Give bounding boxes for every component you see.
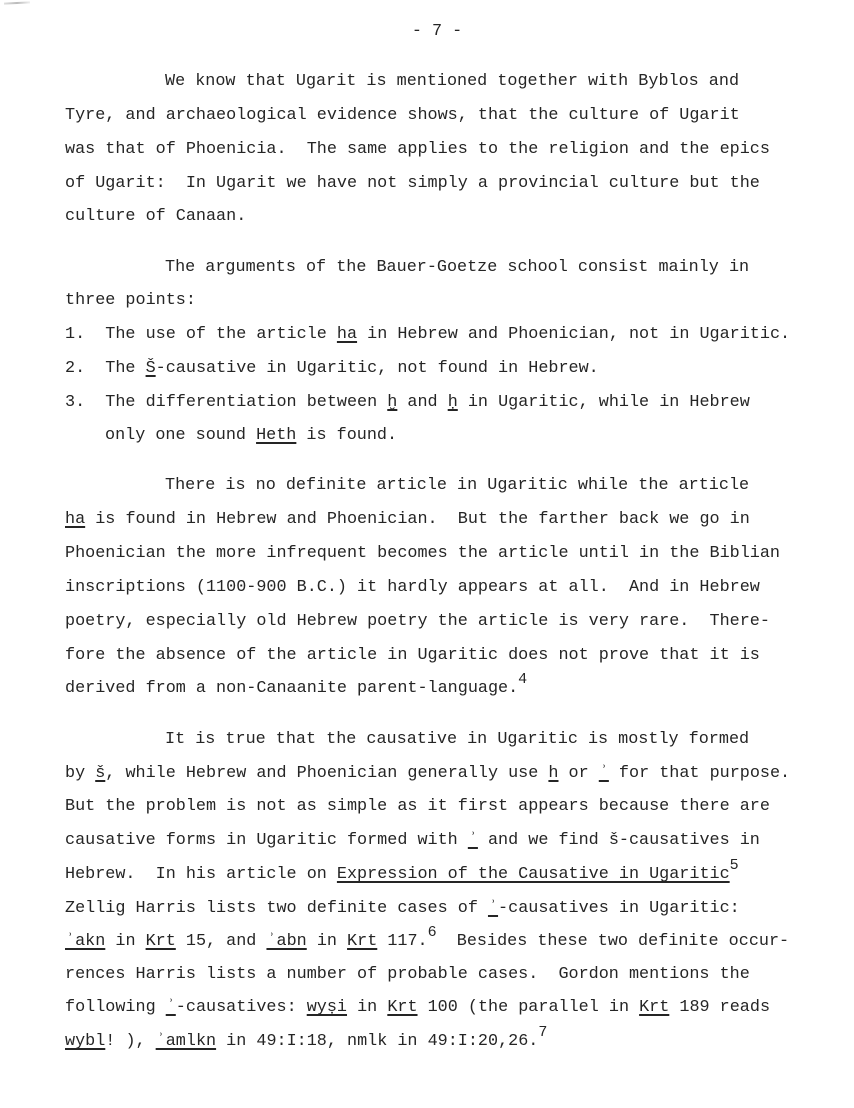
text-segment: Besides these two definite occur- [436,932,790,951]
text-line [65,897,740,921]
underlined-term: Expression of the Causative in Ugaritic [336,865,730,884]
underlined-term: ʾ [598,764,609,783]
text-line [65,323,790,347]
text-segment: three points: [65,291,196,310]
footnote-ref: 4 [518,671,528,689]
underlined-term: ʾ [165,998,176,1017]
text-line [65,508,750,532]
text-segment: Zellig Harris lists two definite cases of [65,899,488,918]
underlined-term: ʾ [487,899,499,918]
text-line [65,289,196,313]
text-segment: inscriptions (1100-900 B.C.) it hardly appears at all. And in Hebrew [65,578,760,597]
text-segment: in Hebrew and Phoenician, not in Ugaritic. [357,325,791,344]
text-segment: There is no definite article in Ugaritic while the article [165,476,750,495]
text-segment: The arguments of the Bauer-Goetze school consist mainly in [165,258,750,277]
underlined-term: Krt [639,998,670,1017]
underlined-term: š [95,764,106,783]
footnote-ref: 6 [427,924,437,942]
text-line [105,424,397,448]
text-line [65,542,780,566]
footnote-ref: 5 [729,857,739,875]
text-line [165,728,749,752]
text-segment: rences Harris lists a number of probable cases. Gordon mentions the [65,965,750,984]
text-segment: following [65,998,166,1017]
text-segment: was that of Phoenicia. The same applies to the religion and the epics [65,140,770,159]
text-segment: We know that Ugarit is mentioned together with Byblos and [165,72,740,91]
text-segment: 100 (the parallel in [417,998,640,1017]
text-segment: in Ugaritic, while in Hebrew [457,393,750,412]
text-segment: is found in Hebrew and Phoenician. But the farther back we go in [85,510,750,529]
text-segment: -causative in Ugaritic, not found in Hebrew. [155,359,599,378]
text-segment: in 49:I:18, nmlk in 49:I:20,26. [216,1032,539,1051]
underlined-term: wybl [65,1032,106,1051]
text-segment: poetry, especially old Hebrew poetry the article is very rare. There- [65,612,770,631]
text-segment: 3. The differentiation between [65,393,388,412]
text-segment: and [397,393,448,412]
text-line [65,762,790,786]
text-segment: It is true that the causative in Ugaritic is mostly formed [165,730,750,749]
underlined-term: ʾakn [65,932,106,951]
text-segment: , while Hebrew and Phoenician generally use [105,764,549,783]
text-segment: Tyre, and archaeological evidence shows, that the culture of Ugarit [65,106,740,125]
text-line [65,829,760,853]
underlined-term: wyṣi [306,998,348,1017]
text-line [65,610,770,634]
text-line [65,857,739,887]
text-segment: -causatives: [175,998,307,1017]
text-line [65,391,750,415]
text-line [65,924,790,954]
underlined-term: ḫ [387,393,398,412]
underlined-term: ʾamlkn [155,1032,217,1051]
text-segment: of Ugarit: In Ugarit we have not simply a provincial culture but the [65,174,760,193]
text-line [165,474,749,498]
underlined-term: ʾ [467,831,478,850]
underlined-term: h [548,764,559,783]
text-segment: culture of Canaan. [65,207,247,226]
text-line [165,70,739,94]
text-line [65,963,750,987]
text-line [65,205,246,229]
text-line [65,1024,548,1054]
text-segment: and we find š-causatives in [477,831,760,850]
text-segment: in [347,998,388,1017]
text-segment: in [105,932,146,951]
text-segment: ! ), [105,1032,156,1051]
underlined-term: Krt [145,932,176,951]
text-segment: in [306,932,348,951]
underlined-term: ʾabn [266,932,307,951]
text-segment: or [558,764,599,783]
text-line [65,996,770,1020]
underlined-term: ha [336,325,358,344]
underlined-term: ḥ [447,393,458,412]
text-segment: 117. [377,932,428,951]
text-line [65,576,760,600]
text-segment: fore the absence of the article in Ugaritic does not prove that it is [65,646,760,665]
text-line [65,357,599,381]
underlined-term: ha [65,510,86,529]
text-line [65,172,760,196]
text-segment: 189 reads [669,998,771,1017]
scan-mark [4,1,30,4]
underlined-term: Krt [347,932,378,951]
page-number: - 7 - [411,22,463,41]
text-line [65,104,740,128]
text-segment: Phoenician the more infrequent becomes the article until in the Biblian [65,544,780,563]
text-line [65,138,770,162]
text-segment: derived from a non-Canaanite parent-language. [65,679,519,698]
text-segment: 15, and [175,932,267,951]
text-segment: -causatives in Ugaritic: [498,899,740,918]
underlined-term: Krt [387,998,418,1017]
text-segment: by [65,764,96,783]
text-line [65,644,760,668]
text-segment: for that purpose. [608,764,791,783]
text-segment: But the problem is not as simple as it first appears because there are [65,797,770,816]
underlined-term: Š [145,359,156,378]
text-segment: 2. The [65,359,146,378]
text-segment: 1. The use of the article [65,325,337,344]
text-segment: only one sound [105,426,257,445]
text-segment: causative forms in Ugaritic formed with [65,831,468,850]
text-line [65,671,528,701]
text-segment: is found. [296,426,398,445]
underlined-term: Heth [256,426,297,445]
text-line [165,256,749,280]
text-segment: Hebrew. In his article on [65,865,337,884]
text-line [65,795,770,819]
footnote-ref: 7 [538,1024,548,1042]
